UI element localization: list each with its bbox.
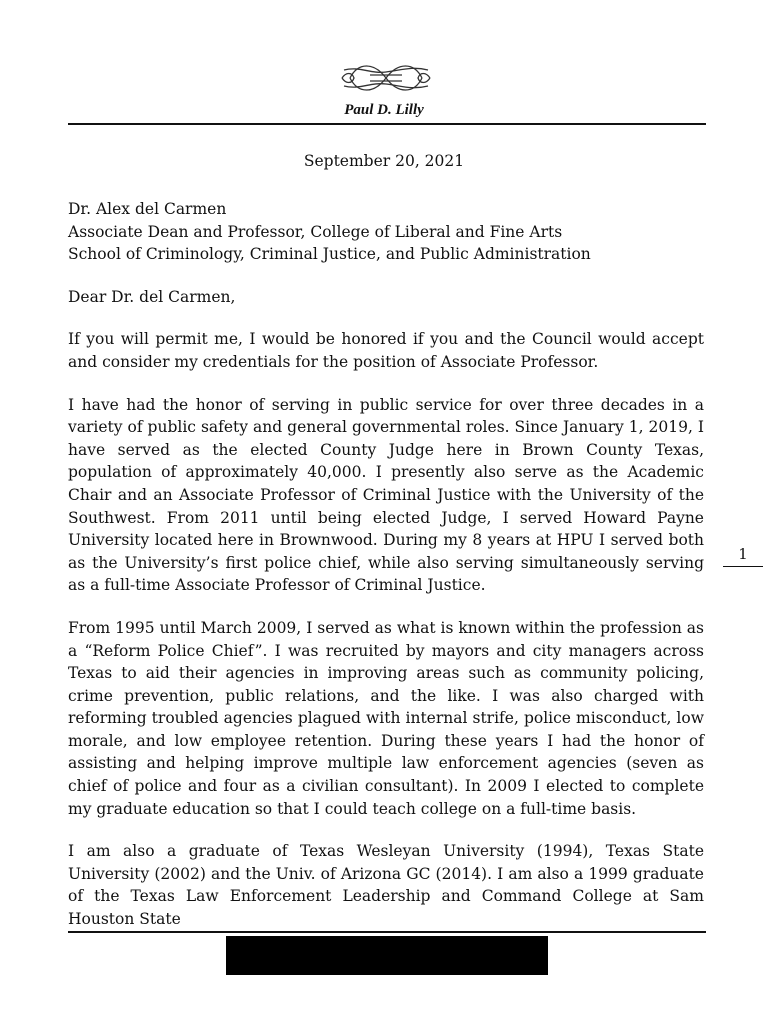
paragraph-3: From 1995 until March 2009, I served as what is known within the profession as a “Reform Police Chief”. I was recruited by mayors and city managers across Texas to aid their agencies in improving areas such as community policing, crime prevention, public relations, and the like. I was also charged with reforming troubled agencies plagued with internal strife, police misconduct, low morale, and low employee retention. During these years I had the honor of assisting and helping improve multiple law enforcement agencies (seven as chief of police and four as a civilian consultant). In 2009 I elected to complete my graduate education so that I could teach college on a full-time basis. [68,618,704,818]
paragraph-1: If you will permit me, I would be honored if you and the Council would accept and consider my credentials for the position of Associate Professor. [68,330,704,371]
margin-page-number-rule [723,566,763,567]
recipient-title: Associate Dean and Professor, College of Liberal and Fine Arts [68,222,563,241]
redaction-block [226,936,548,975]
recipient-block [68,198,704,266]
footer-rule [68,931,706,933]
recipient-name: Dr. Alex del Carmen [68,200,227,218]
letterhead-author: Paul D. Lilly [344,102,424,118]
paragraph-4: I am also a graduate of Texas Wesleyan University (1994), Texas State University (2002) and the Univ. of Arizona GC (2014). I am also a 1999 graduate of the Texas Law Enforcement Leadership and Command College at Sam Houston State [68,842,704,929]
salutation: Dear Dr. del Carmen, [68,287,236,306]
margin-page-number: 1 [738,545,748,563]
recipient-school: School of Criminology, Criminal Justice, and Public Administration [68,245,591,264]
paragraph-2: I have had the honor of serving in public service for over three decades in a variety of public safety and general governmental roles. Since January 1, 2019, I have served as the elected County Judge here in Brown County Texas, population of approximately 40,000. I presently also serve as the Academic Chair and an Associate Professor of Criminal Justice with the University of the Southwest. From 2011 until being elected Judge, I served Howard Payne University located here in Brownwood. During my 8 years at HPU I served both as the University’s first police chief, while also serving simultaneously serving as a full-time Associate Professor of Criminal Justice. [68,395,704,595]
letter-body [68,198,704,931]
header-rule [68,123,706,125]
letter-date: September 20, 2021 [303,152,465,170]
scroll-flourish-icon [340,56,432,100]
